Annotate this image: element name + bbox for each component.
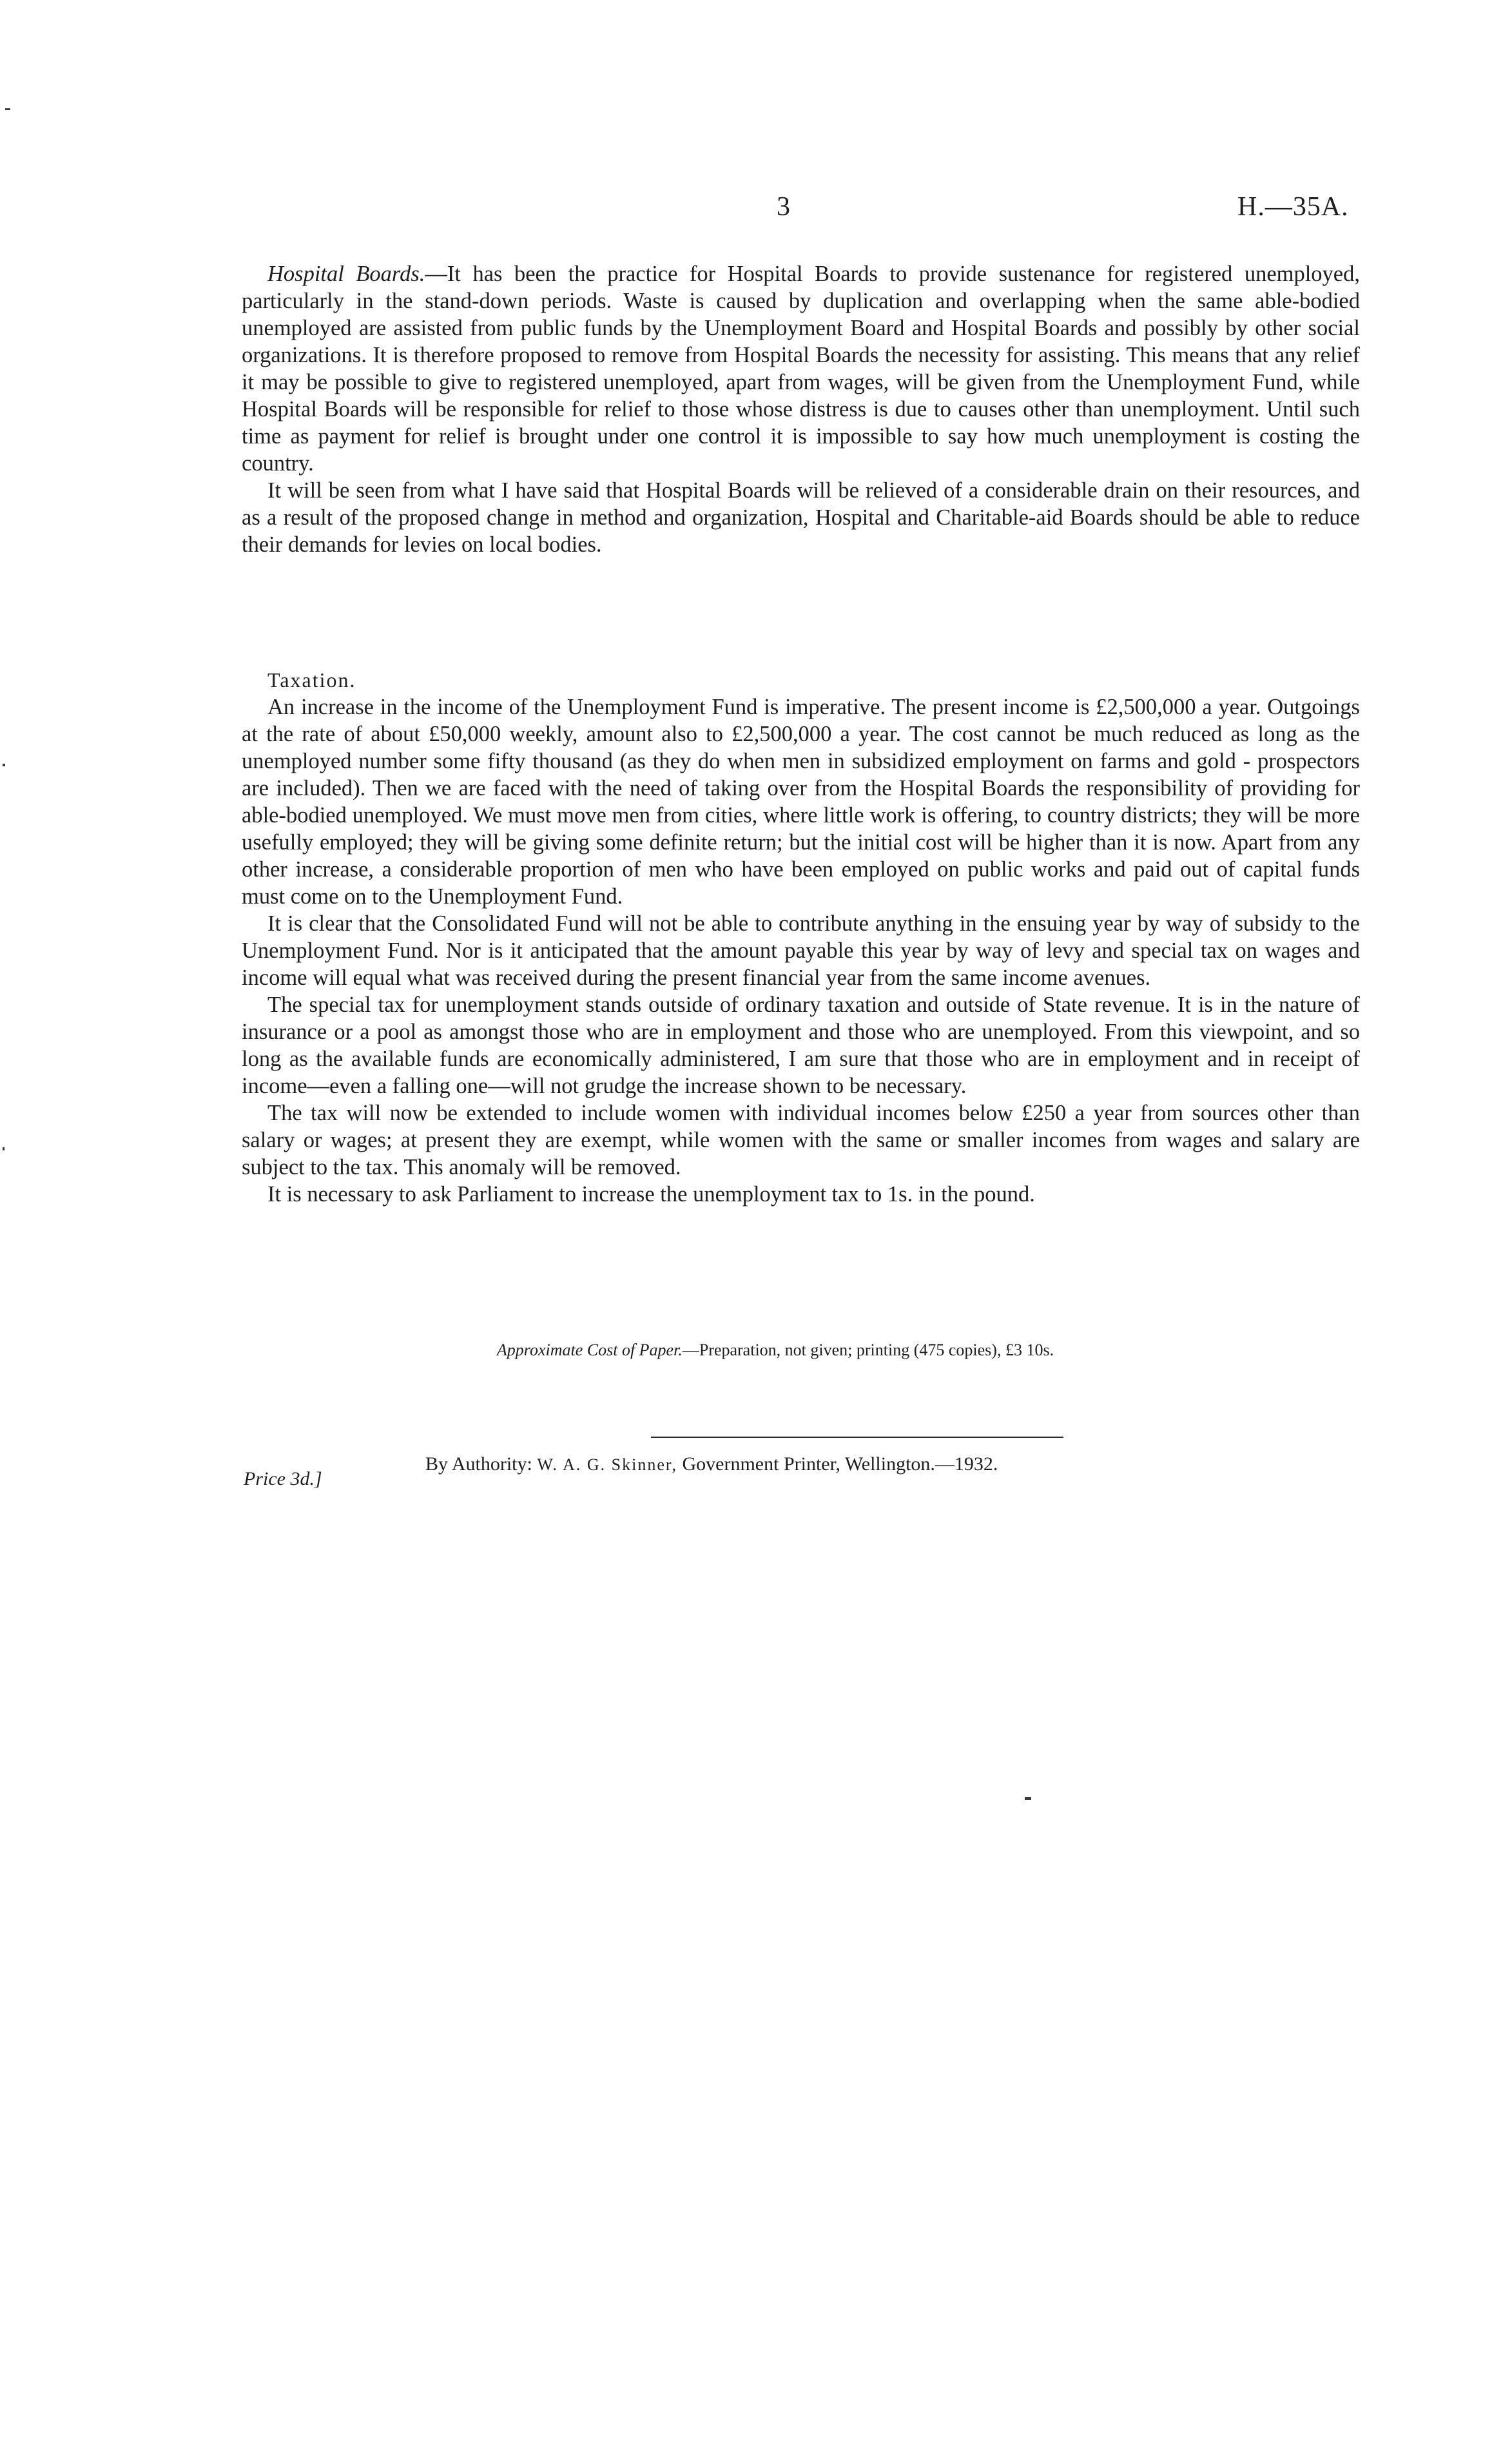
authority-prefix: By Authority: [425, 1453, 532, 1475]
section-heading: Taxation. [267, 668, 356, 692]
paragraph: It will be seen from what I have said that Hospital Boards will be relieved of a considerable drain on their resources, and as a result of the proposed change in method and organization, Hospital and Charitable-aid Boards should be able to reduce their demands for levies on local bodies. [242, 478, 1360, 557]
paragraph [242, 260, 1360, 477]
paragraph-text: —It has been the practice for Hospital Boards to provide sustenance for registered unemployed, particularly in the stand-down periods. Waste is caused by duplication and overlapping when the same able-bodied unemployed are assisted from public funds by the Unemployment Board and Hospital Boards and possibly by other social organizations. It is therefore proposed to remove from Hospital Boards the necessity for assisting. This means that any relief it may be possible to give to registered unemployed, apart from wages, will be given from the Unemployment Fund, while Hospital Boards will be responsible for relief to those whose distress is due to causes other than unemployment. Until such time as payment for relief is brought under one control it is impossible to say how much unemployment is costing the country. [242, 262, 1360, 476]
price-label: Price 3d.] [244, 1468, 322, 1489]
printer-imprint [425, 1453, 998, 1475]
cost-of-paper-note [0, 1341, 1512, 1360]
paragraph: An increase in the income of the Unemployment Fund is imperative. The present income is £2,500,000 a year. Outgoings at the rate of about £50,000 weekly, amount also to £2,500,000 a year. The cost cannot be much reduced as long as the unemployed number some fifty thousand (as they do when men in subsidized employment on farms and gold - prospectors are included). Then we are faced with the need of taking over from the Hospital Boards the responsibility of providing for able-bodied unemployed. We must move men from cities, where little work is offering, to country districts; they will be more usefully employed; they will be giving some definite return; but the initial cost will be higher than it is now. Apart from any other increase, a considerable proportion of men who have been employed on public works and paid out of capital funds must come on to the Unemployment Fund. [242, 695, 1360, 909]
hospital-boards-section [242, 260, 1360, 558]
footer-divider [651, 1437, 1063, 1438]
cost-note-label: Approximate Cost of Paper. [496, 1341, 683, 1359]
taxation-section [242, 666, 1360, 1208]
paragraph: The tax will now be extended to include women with individual incomes below £250 a year from sources other than salary or wages; at present they are exempt, while women with the same or smaller incomes from wages and salary are subject to the tax. This anomaly will be removed. [242, 1101, 1360, 1179]
cost-note-text: —Preparation, not given; printing (475 copies), £3 10s. [682, 1341, 1054, 1359]
document-reference: H.—35A. [1237, 192, 1349, 222]
paragraph: The special tax for unemployment stands outside of ordinary taxation and outside of State revenue. It is in the nature of insurance or a pool as amongst those who are in employment and those who are unemployed. From this viewpoint, and so long as the available funds are economically administered, I am sure that those who are in employment and in receipt of income—even a falling one—will not grudge the increase shown to be necessary. [242, 993, 1360, 1098]
paragraph: It is clear that the Consolidated Fund will not be able to contribute anything in the ensuing year by way of subsidy to the Unemployment Fund. Nor is it anticipated that the amount payable this year by way of levy and special tax on wages and income will equal what was received during the present financial year from the same income avenues. [242, 911, 1360, 990]
scan-speck [5, 108, 10, 110]
authority-suffix: Government Printer, Wellington.—1932. [682, 1453, 998, 1475]
printer-name: W. A. G. Skinner, [537, 1455, 677, 1474]
scan-speck [3, 1147, 5, 1150]
paragraph-lead: Hospital Boards. [267, 262, 425, 286]
paragraph: It is necessary to ask Parliament to increase the unemployment tax to 1s. in the pound. [267, 1182, 1035, 1206]
scan-speck [3, 764, 5, 766]
scan-speck [1025, 1797, 1031, 1800]
page-number: 3 [777, 192, 790, 222]
